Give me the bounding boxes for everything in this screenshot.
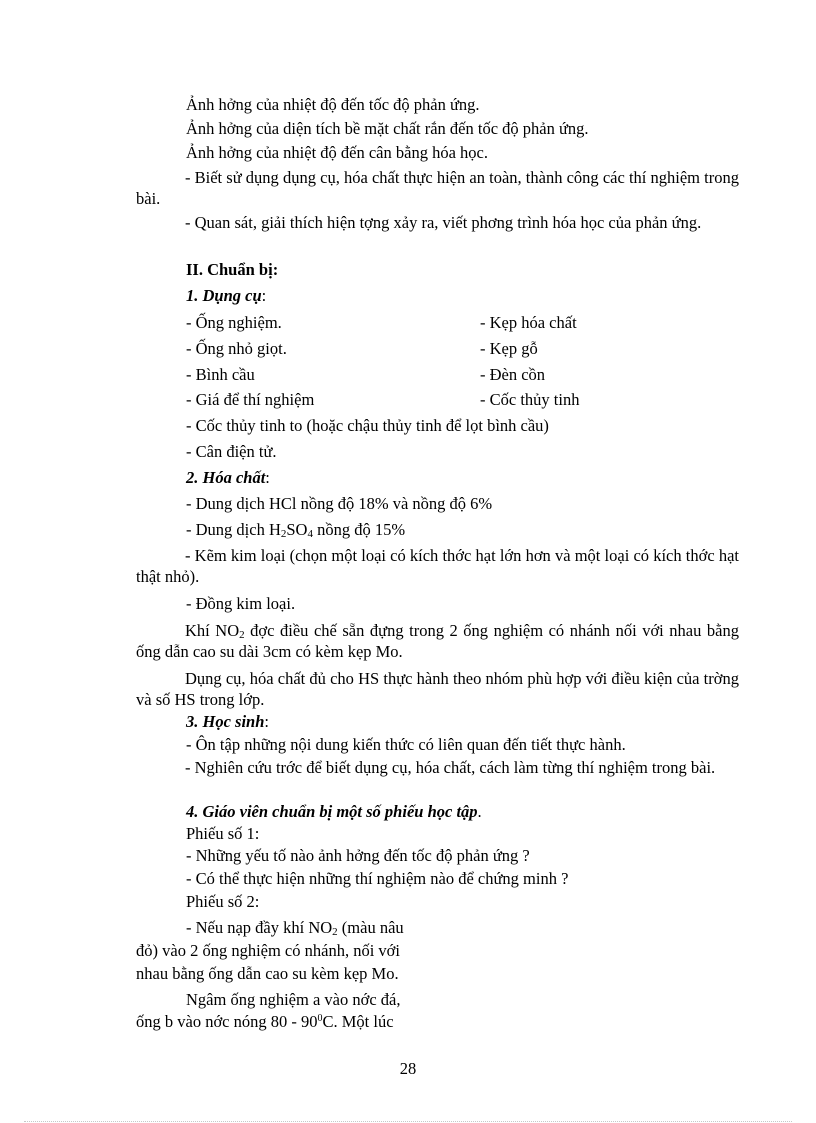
h2so4-subscript-4: 4	[307, 528, 313, 540]
worksheet-2-title: Phiếu số 2:	[186, 892, 260, 911]
no2-preparation-note	[136, 620, 739, 662]
chemical-hcl: - Dung dịch HCl nồng độ 18% và nồng độ 6%	[186, 494, 493, 513]
chemicals-heading-text: 2. Hóa chất	[186, 468, 266, 487]
students-heading-text: 3. Học sinh	[186, 712, 265, 731]
subheading-teacher	[186, 802, 482, 822]
worksheet-2-line: đỏ) vào 2 ống nghiệm có nhánh, nối với	[136, 941, 400, 960]
tool-item-left: - Ống nghiệm.	[186, 313, 282, 332]
section-title: Chuẩn bị	[207, 260, 273, 279]
tool-item-right: - Kẹp gỗ	[480, 339, 538, 358]
page-number: 28	[399, 1059, 417, 1078]
teacher-heading-period: .	[477, 802, 482, 821]
tools-heading-colon: :	[261, 286, 267, 305]
section-heading-preparation	[186, 260, 278, 280]
subheading-tools	[186, 286, 266, 306]
skill-observe-explain: - Quan sát, giải thích hiện tợng xảy ra, viết phơng trình hóa học của phản ứng.	[185, 213, 702, 232]
worksheet-2-line: nhau bằng ống dẫn cao su kèm kẹp Mo.	[136, 964, 399, 983]
tool-item-extra: - Cốc thủy tinh to (hoặc chậu thủy tinh để lọt bình cầu)	[186, 416, 549, 435]
tool-item-left: - Ống nhỏ giọt.	[186, 339, 287, 358]
sheet2-degree-superscript: 0	[317, 1013, 323, 1024]
h2so4-suffix: nồng độ 15%	[312, 520, 406, 539]
section-number: II.	[186, 260, 208, 279]
tool-item-left: - Giá để thí nghiệm	[186, 390, 315, 409]
worksheet-2-line	[136, 1012, 394, 1032]
chemical-zinc: - Kẽm kim loại (chọn một loại có kích thớc hạt lớn hơn và một loại có kích thớc hạt thật nhỏ).	[136, 546, 739, 586]
tool-item-extra: - Cân điện tử.	[186, 442, 277, 461]
worksheet-2-line	[186, 918, 404, 938]
no2-prefix: Khí NO	[185, 621, 240, 640]
objective-temperature-equilibrium: Ảnh hởng của nhiệt độ đến cân bằng hóa học.	[186, 143, 488, 162]
h2so4-subscript-2: 2	[280, 528, 287, 540]
worksheet-1-question: - Những yếu tố nào ảnh hởng đến tốc độ phản ứng ?	[186, 846, 530, 865]
subheading-students	[186, 712, 269, 732]
worksheet-1-title: Phiếu số 1:	[186, 824, 260, 843]
no2-subscript: 2	[239, 629, 245, 641]
tool-item-left: - Bình cầu	[186, 365, 255, 384]
objective-temperature-rate: Ảnh hởng của nhiệt độ đến tốc độ phản ứng.	[186, 95, 480, 114]
tool-item-right: - Kẹp hóa chất	[480, 313, 577, 332]
subheading-chemicals	[186, 468, 270, 488]
equipment-group-note: Dụng cụ, hóa chất đủ cho HS thực hành theo nhóm phù hợp với điều kiện của trờng và số HS trong lớp.	[136, 669, 739, 709]
teacher-heading-text: 4. Giáo viên chuẩn bị một số phiếu học tập	[186, 802, 478, 821]
chemical-copper: - Đồng kim loại.	[186, 594, 296, 613]
sheet2-no2-subscript: 2	[332, 926, 338, 938]
skill-use-equipment: - Biết sử dụng dụng cụ, hóa chất thực hiện an toàn, thành công các thí nghiệm trong bài.	[136, 168, 739, 208]
student-task: - Nghiên cứu trớc để biết dụng cụ, hóa chất, cách làm từng thí nghiệm trong bài.	[185, 758, 716, 777]
page-bottom-divider	[24, 1121, 792, 1122]
sheet2-no2-prefix: - Nếu nạp đầy khí NO	[186, 918, 333, 937]
chemical-h2so4	[186, 520, 405, 540]
tools-heading-text: 1. Dụng cụ	[186, 286, 262, 305]
h2so4-prefix: - Dung dịch H	[186, 520, 281, 539]
chemicals-heading-colon: :	[265, 468, 270, 487]
student-task: - Ôn tập những nội dung kiến thức có liên quan đến tiết thực hành.	[186, 735, 626, 754]
no2-suffix: đợc điều chế sẵn đựng trong 2 ống nghiệm có nhánh nối với nhau bằng ống dẫn cao su dài 3cm có kèm kẹp Mo.	[136, 621, 739, 661]
objective-surface-area-rate: Ảnh hởng của diện tích bề mặt chất rắn đến tốc độ phản ứng.	[186, 119, 589, 138]
sheet2-no2-suffix: (màu nâu	[337, 918, 404, 937]
sheet2-temp-suffix: C. Một lúc	[322, 1012, 394, 1031]
tool-item-right: - Đèn cồn	[480, 365, 546, 384]
section-colon: :	[272, 260, 279, 279]
h2so4-so: SO	[286, 520, 308, 539]
tool-item-right: - Cốc thủy tinh	[480, 390, 580, 409]
worksheet-2-line: Ngâm ống nghiệm a vào nớc đá,	[186, 990, 401, 1009]
worksheet-1-question: - Có thể thực hiện những thí nghiệm nào để chứng minh ?	[186, 869, 569, 888]
sheet2-temp-prefix: ống b vào nớc nóng 80 - 90	[136, 1012, 318, 1031]
students-heading-colon: :	[264, 712, 269, 731]
